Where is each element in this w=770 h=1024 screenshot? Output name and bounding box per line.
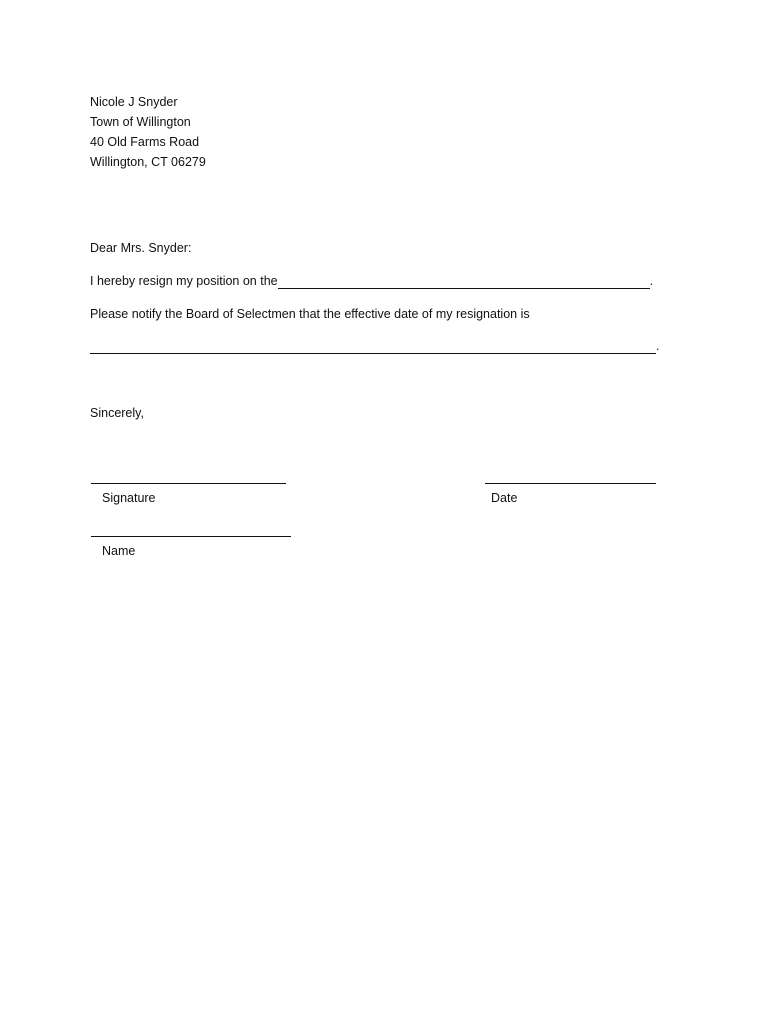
effective-period: . <box>656 339 660 353</box>
name-label: Name <box>102 544 136 558</box>
sender-city: Willington, CT 06279 <box>90 155 206 169</box>
resign-period: . <box>649 274 654 288</box>
sender-address-block <box>90 94 206 174</box>
signature-label: Signature <box>102 491 156 505</box>
position-blank-field[interactable] <box>278 275 650 289</box>
sender-street: 40 Old Farms Road <box>90 135 200 149</box>
salutation: Dear Mrs. Snyder: <box>90 241 192 255</box>
date-line[interactable] <box>485 483 656 484</box>
signature-line[interactable] <box>91 483 286 484</box>
date-label: Date <box>491 491 518 505</box>
notify-statement: Please notify the Board of Selectmen that the effective date of my resignation is <box>90 307 530 321</box>
effective-date-line <box>90 338 659 354</box>
resign-statement <box>90 273 653 289</box>
sender-org: Town of Willington <box>90 115 191 129</box>
name-line[interactable] <box>91 536 291 537</box>
effective-date-blank-field[interactable] <box>90 340 656 354</box>
resign-text: I hereby resign my position on the <box>90 274 278 288</box>
closing: Sincerely, <box>90 406 144 420</box>
sender-name: Nicole J Snyder <box>90 95 178 109</box>
